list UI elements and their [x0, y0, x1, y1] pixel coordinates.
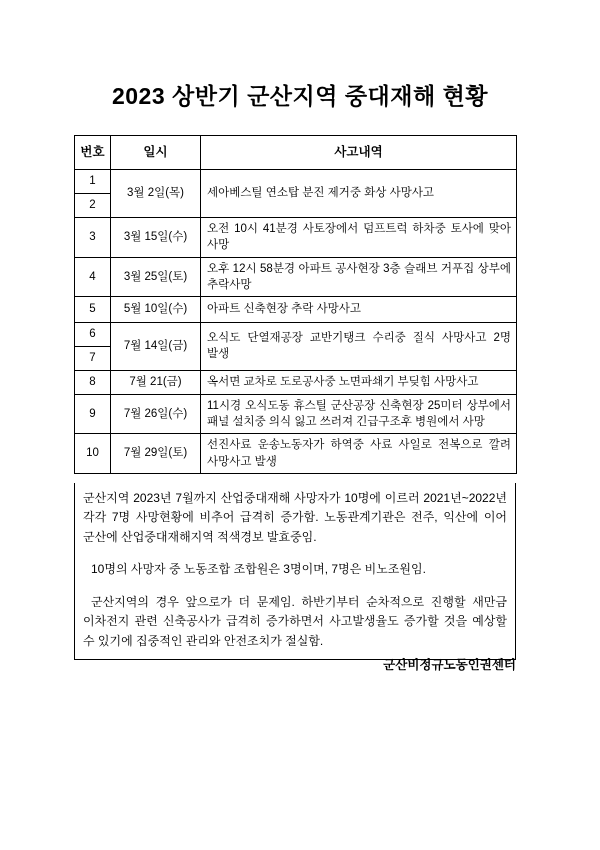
column-header-no: 번호 — [75, 136, 111, 170]
row-number: 6 — [75, 322, 111, 346]
table-row — [75, 322, 517, 346]
row-description: 세아베스틸 연소탑 분진 제거중 화상 사망사고 — [201, 170, 517, 218]
row-date: 7월 26일(수) — [111, 394, 201, 434]
note-paragraph-2: 10명의 사망자 중 노동조합 조합원은 3명이며, 7명은 비노조원임. — [91, 562, 426, 577]
row-date: 5월 10일(수) — [111, 297, 201, 322]
note-paragraph-3: 군산지역의 경우 앞으로가 더 문제임. 하반기부터 순차적으로 진행할 새만금 이차전지 관련 신축공사가 급격히 증가하면서 사고발생율도 증가할 것을 예상할 수 있기에 집중적인 관리와 안전조치가 절실함. — [83, 594, 507, 648]
note-paragraph-1: 군산지역 2023년 7월까지 산업중대재해 사망자가 10명에 이르러 2021년~2022년 각각 7명 사망현황에 비추어 급격히 증가함. 노동관계기관은 전주, 익산에 이어 군산에 산업중대재해지역 적색경보 발효중임. — [83, 491, 507, 544]
table-row — [75, 370, 517, 394]
row-description: 옥서면 교차로 도로공사중 노면파쇄기 부딪힘 사망사고 — [201, 370, 517, 394]
column-header-date: 일시 — [111, 136, 201, 170]
row-description: 선진사료 운송노동자가 하역중 사료 사일로 전복으로 깔려 사망사고 발생 — [201, 434, 517, 474]
table-body — [75, 170, 517, 474]
row-number: 7 — [75, 346, 111, 370]
table-row — [75, 170, 517, 194]
row-description: 오후 12시 58분경 아파트 공사현장 3층 슬래브 거푸집 상부에 추락사망 — [201, 257, 517, 297]
row-description: 아파트 신축현장 추락 사망사고 — [201, 297, 517, 322]
table-row — [75, 218, 517, 258]
page-title: 2023 상반기 군산지역 중대재해 현황 — [111, 83, 489, 109]
row-date: 3월 15일(수) — [111, 218, 201, 258]
row-number: 5 — [75, 297, 111, 322]
row-date: 7월 21(금) — [111, 370, 201, 394]
row-date: 3월 2일(목) — [111, 170, 201, 218]
column-header-desc: 사고내역 — [201, 136, 517, 170]
row-number: 4 — [75, 257, 111, 297]
table-row — [75, 434, 517, 474]
row-description: 11시경 오식도동 휴스틸 군산공장 신축현장 25미터 상부에서 패널 설치중 의식 잃고 쓰러져 긴급구조후 병원에서 사망 — [201, 394, 517, 434]
row-number: 9 — [75, 394, 111, 434]
table-header-row — [75, 136, 517, 170]
row-date: 7월 29일(토) — [111, 434, 201, 474]
summary-notes-box — [74, 483, 516, 660]
table-row — [75, 297, 517, 322]
table-row — [75, 394, 517, 434]
row-number: 1 — [75, 170, 111, 194]
row-description: 오식도 단열재공장 교반기탱크 수리중 질식 사망사고 2명 발생 — [201, 322, 517, 370]
row-description: 오전 10시 41분경 사토장에서 덤프트럭 하차중 토사에 맞아 사망 — [201, 218, 517, 258]
row-number: 8 — [75, 370, 111, 394]
organization-footer: 군산비정규노동인권센터 — [383, 658, 516, 672]
row-date: 3월 25일(토) — [111, 257, 201, 297]
table-row — [75, 257, 517, 297]
row-number: 2 — [75, 194, 111, 218]
incident-table — [74, 135, 517, 474]
row-number: 3 — [75, 218, 111, 258]
row-date: 7월 14일(금) — [111, 322, 201, 370]
row-number: 10 — [75, 434, 111, 474]
